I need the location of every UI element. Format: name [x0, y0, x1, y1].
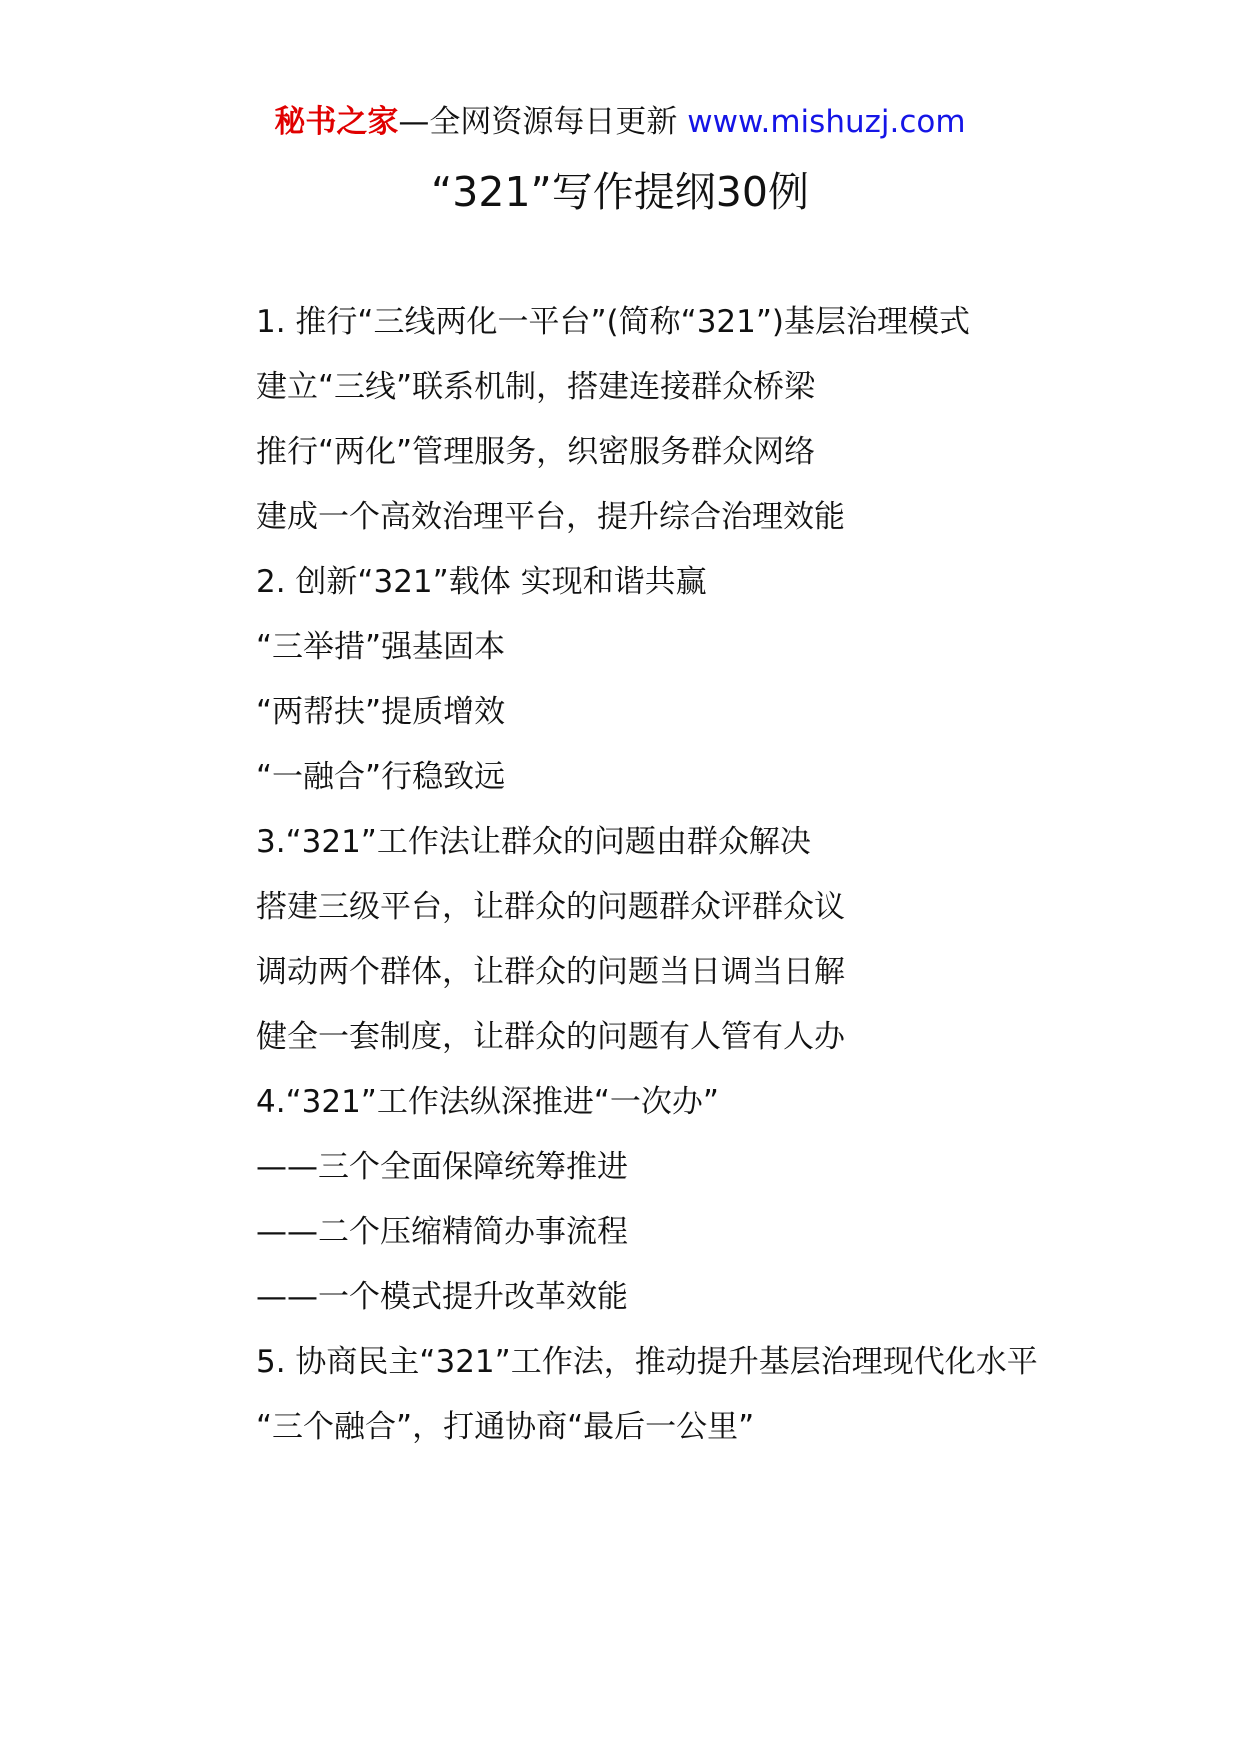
site-banner — [0, 100, 1240, 144]
outline-item: 推行“两化”管理服务，织密服务群众网络 — [256, 434, 816, 470]
outline-item: ——三个全面保障统筹推进 — [256, 1149, 628, 1185]
brand-name: 秘书之家 — [274, 104, 399, 140]
outline-item: 建成一个高效治理平台，提升综合治理效能 — [256, 499, 845, 535]
outline-item: 调动两个群体，让群众的问题当日调当日解 — [256, 954, 845, 990]
banner-tagline: —全网资源每日更新 — [398, 104, 688, 140]
outline-item: ——一个模式提升改革效能 — [256, 1279, 628, 1315]
outline-heading: 2. 创新“321”载体 实现和谐共赢 — [256, 564, 707, 600]
outline-item: 建立“三线”联系机制，搭建连接群众桥梁 — [256, 369, 816, 405]
document-body — [188, 290, 1068, 1460]
outline-heading: 4.“321”工作法纵深推进“一次办” — [256, 1084, 719, 1120]
outline-heading: 1. 推行“三线两化一平台”(简称“321”)基层治理模式 — [256, 304, 971, 340]
outline-item: “一融合”行稳致远 — [256, 759, 506, 795]
outline-item: “三举措”强基固本 — [256, 629, 506, 665]
outline-item: ——二个压缩精简办事流程 — [256, 1214, 628, 1250]
document-title: “321”写作提纲30例 — [431, 168, 809, 216]
outline-item: “两帮扶”提质增效 — [256, 694, 506, 730]
outline-item: “三个融合”，打通协商“最后一公里” — [256, 1409, 755, 1445]
outline-item: 健全一套制度，让群众的问题有人管有人办 — [256, 1019, 845, 1055]
outline-heading: 3.“321”工作法让群众的问题由群众解决 — [256, 824, 811, 860]
outline-heading: 5. 协商民主“321”工作法，推动提升基层治理现代化水平 — [256, 1344, 1038, 1380]
site-url-link[interactable]: www.mishuzj.com — [687, 104, 966, 140]
outline-item: 搭建三级平台，让群众的问题群众评群众议 — [256, 889, 845, 925]
